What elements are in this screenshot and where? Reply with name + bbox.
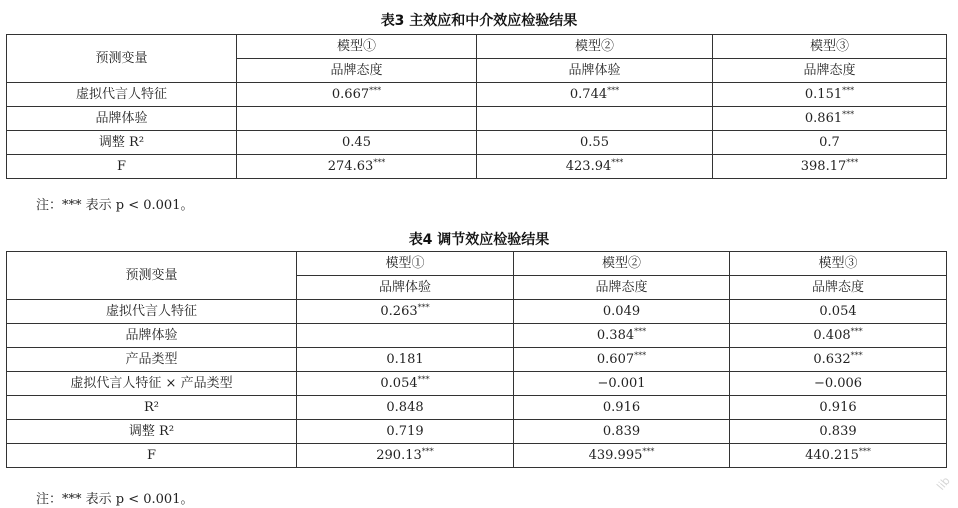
significance-marker: ***	[634, 351, 647, 360]
cell-value: 0.151	[804, 87, 843, 102]
table-row	[7, 396, 947, 420]
cell-value: 0.839	[819, 424, 857, 439]
value-cell	[713, 131, 947, 155]
significance-marker: ***	[369, 86, 382, 95]
table-row	[7, 444, 947, 468]
value-cell	[514, 324, 730, 348]
table-row	[7, 131, 947, 155]
value-cell	[297, 444, 514, 468]
cell-value: 0.7	[819, 135, 840, 150]
cell-value: 0.916	[819, 400, 857, 415]
table-row	[7, 372, 947, 396]
value-cell	[713, 107, 947, 131]
value-cell	[730, 444, 947, 468]
value-cell	[297, 300, 514, 324]
table-row	[7, 300, 947, 324]
table3-note: 注：*** 表示 p < 0.001。	[36, 198, 194, 213]
value-cell	[514, 348, 730, 372]
cell-value: 0.181	[386, 352, 424, 367]
cell-value: 0.054	[819, 304, 857, 319]
value-cell	[713, 83, 947, 107]
significance-marker: ***	[846, 158, 859, 167]
model-header: 模型①	[297, 252, 514, 276]
value-cell	[477, 83, 713, 107]
significance-marker: ***	[373, 158, 386, 167]
value-cell	[297, 324, 514, 348]
table4	[6, 251, 947, 468]
cell-value: 290.13	[376, 448, 422, 463]
value-cell	[730, 300, 947, 324]
table-row	[7, 420, 947, 444]
row-label: F	[7, 444, 297, 468]
cell-value: 0.719	[386, 424, 424, 439]
value-cell	[237, 155, 477, 179]
table4-caption: 表4 调节效应检验结果	[408, 232, 550, 248]
significance-marker: ***	[850, 351, 863, 360]
model-header: 模型②	[514, 252, 730, 276]
cell-value: 0.839	[602, 424, 641, 439]
significance-marker: ***	[858, 447, 871, 456]
cell-value: 0.744	[569, 87, 608, 102]
table4-note: 注：*** 表示 p < 0.001。	[36, 492, 194, 507]
cell-value: −0.001	[597, 376, 646, 391]
cell-value: 0.861	[804, 111, 843, 126]
significance-marker: ***	[842, 86, 855, 95]
value-cell	[514, 444, 730, 468]
table-row	[7, 324, 947, 348]
cell-value: 423.94	[565, 159, 612, 174]
table3	[6, 34, 947, 179]
value-cell	[297, 420, 514, 444]
row-label: 品牌体验	[7, 324, 297, 348]
value-cell	[237, 83, 477, 107]
significance-marker: ***	[611, 158, 624, 167]
value-cell	[237, 107, 477, 131]
cell-value: 0.632	[813, 352, 851, 367]
row-label: 调整 R²	[7, 420, 297, 444]
value-cell	[713, 155, 947, 179]
dependent-header: 品牌体验	[477, 59, 713, 83]
model-header: 模型③	[730, 252, 947, 276]
value-cell	[477, 107, 713, 131]
value-cell	[730, 372, 947, 396]
table-row	[7, 83, 947, 107]
row-label: 虚拟代言人特征 × 产品类型	[7, 372, 297, 396]
significance-marker: ***	[850, 327, 863, 336]
table-row	[7, 348, 947, 372]
significance-marker: ***	[642, 447, 655, 456]
cell-value: 0.263	[380, 304, 418, 319]
value-cell	[514, 420, 730, 444]
value-cell	[477, 131, 713, 155]
dependent-header: 品牌态度	[713, 59, 947, 83]
value-cell	[514, 372, 730, 396]
table-row	[7, 155, 947, 179]
significance-marker: ***	[421, 447, 434, 456]
value-cell	[297, 348, 514, 372]
value-cell	[297, 372, 514, 396]
significance-marker: ***	[842, 110, 855, 119]
cell-value: −0.006	[813, 376, 863, 391]
value-cell	[237, 131, 477, 155]
row-label: 虚拟代言人特征	[7, 83, 237, 107]
cell-value: 0.408	[813, 328, 851, 343]
cell-value: 398.17	[800, 159, 847, 174]
value-cell	[514, 396, 730, 420]
dependent-header: 品牌态度	[514, 276, 730, 300]
row-label: 产品类型	[7, 348, 297, 372]
table-row	[7, 107, 947, 131]
significance-marker: ***	[417, 303, 430, 312]
dependent-header: 品牌体验	[297, 276, 514, 300]
significance-marker: ***	[634, 327, 647, 336]
header-row-models	[7, 35, 947, 59]
cell-value: 0.848	[386, 400, 424, 415]
value-cell	[730, 420, 947, 444]
row-label: 虚拟代言人特征	[7, 300, 297, 324]
row-label: 品牌体验	[7, 107, 237, 131]
table3-caption: 表3 主效应和中介效应检验结果	[380, 13, 578, 29]
value-cell	[477, 155, 713, 179]
cell-value: 0.55	[580, 135, 609, 150]
cell-value: 274.63	[327, 159, 374, 174]
value-cell	[297, 396, 514, 420]
value-cell	[730, 348, 947, 372]
row-label: R²	[7, 396, 297, 420]
cell-value: 0.607	[596, 352, 635, 367]
row-label: F	[7, 155, 237, 179]
row-label: 调整 R²	[7, 131, 237, 155]
model-header: 模型①	[237, 35, 477, 59]
cell-value: 0.049	[602, 304, 641, 319]
dependent-header: 品牌态度	[730, 276, 947, 300]
cell-value: 0.45	[342, 135, 371, 150]
cell-value: 0.916	[602, 400, 641, 415]
cell-value: 0.054	[380, 376, 418, 391]
watermark: lib	[934, 474, 953, 493]
significance-marker: ***	[417, 375, 430, 384]
value-cell	[730, 396, 947, 420]
significance-marker: ***	[607, 86, 620, 95]
value-cell	[730, 324, 947, 348]
model-header: 模型③	[713, 35, 947, 59]
dependent-header: 品牌态度	[237, 59, 477, 83]
model-header: 模型②	[477, 35, 713, 59]
value-cell	[514, 300, 730, 324]
predictor-header: 预测变量	[7, 252, 297, 300]
cell-value: 0.667	[331, 87, 370, 102]
cell-value: 440.215	[805, 448, 859, 463]
predictor-header: 预测变量	[7, 35, 237, 83]
cell-value: 0.384	[596, 328, 635, 343]
cell-value: 439.995	[588, 448, 643, 463]
header-row-models	[7, 252, 947, 276]
